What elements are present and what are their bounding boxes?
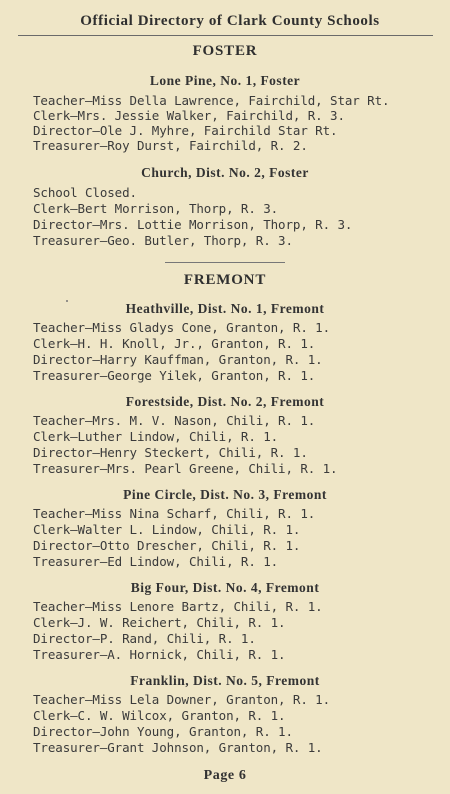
directory-entry: Teacher—Miss Nina Scharf, Chili, R. 1. — [33, 506, 316, 521]
district-heading: Franklin, Dist. No. 5, Fremont — [130, 673, 320, 688]
directory-entry: Director—Ole J. Myhre, Fairchild Star Rt. — [33, 123, 338, 138]
directory-entry: Teacher—Miss Della Lawrence, Fairchild, Star Rt. — [33, 93, 390, 108]
directory-entry: Clerk—J. W. Reichert, Chili, R. 1. — [33, 615, 286, 630]
directory-entry: Teacher—Miss Lela Downer, Granton, R. 1. — [33, 692, 331, 707]
directory-entry: Treasurer—Ed Lindow, Chili, R. 1. — [33, 554, 279, 569]
page-header-title: Official Directory of Clark County Schools — [80, 13, 380, 29]
district-heading: Forestside, Dist. No. 2, Fremont — [125, 394, 325, 409]
directory-entry: Teacher—Miss Lenore Bartz, Chili, R. 1. — [33, 599, 323, 614]
district-heading: Church, Dist. No. 2, Foster — [141, 165, 309, 180]
directory-entry: Teacher—Mrs. M. V. Nason, Chili, R. 1. — [33, 413, 316, 428]
directory-entry: Clerk—Walter L. Lindow, Chili, R. 1. — [33, 522, 301, 537]
directory-entry: Director—Otto Drescher, Chili, R. 1. — [33, 538, 301, 553]
directory-entry: Teacher—Miss Gladys Cone, Granton, R. 1. — [33, 320, 331, 335]
town-heading-foster: FOSTER — [192, 43, 258, 59]
district-heading: Lone Pine, No. 1, Foster — [149, 73, 301, 88]
directory-entry: Director—Mrs. Lottie Morrison, Thorp, R. 3. — [33, 217, 353, 232]
directory-entry: Director—P. Rand, Chili, R. 1. — [33, 631, 256, 646]
directory-entry: Treasurer—Grant Johnson, Granton, R. 1. — [33, 740, 323, 755]
header-rule — [18, 35, 433, 36]
town-heading-fremont: FREMONT — [183, 272, 267, 288]
directory-entry: Director—Harry Kauffman, Granton, R. 1. — [33, 352, 323, 367]
section-divider — [165, 262, 285, 263]
directory-entry: Clerk—Bert Morrison, Thorp, R. 3. — [33, 201, 279, 216]
district-heading: Big Four, Dist. No. 4, Fremont — [130, 580, 320, 595]
directory-entry: Treasurer—Roy Durst, Fairchild, R. 2. — [33, 138, 308, 153]
directory-entry: Treasurer—A. Hornick, Chili, R. 1. — [33, 647, 286, 662]
directory-entry: Treasurer—Geo. Butler, Thorp, R. 3. — [33, 233, 293, 248]
directory-entry: Clerk—H. H. Knoll, Jr., Granton, R. 1. — [33, 336, 316, 351]
directory-entry: Treasurer—George Yilek, Granton, R. 1. — [33, 368, 316, 383]
directory-entry: Treasurer—Mrs. Pearl Greene, Chili, R. 1. — [33, 461, 338, 476]
directory-entry: Clerk—Mrs. Jessie Walker, Fairchild, R. 3. — [33, 108, 345, 123]
district-heading: Pine Circle, Dist. No. 3, Fremont — [123, 487, 327, 502]
directory-entry: School Closed. — [33, 185, 137, 200]
page-number: Page 6 — [203, 768, 247, 783]
directory-entry: Director—John Young, Granton, R. 1. — [33, 724, 293, 739]
directory-entry: Clerk—Luther Lindow, Chili, R. 1. — [33, 429, 279, 444]
directory-entry: Clerk—C. W. Wilcox, Granton, R. 1. — [33, 708, 286, 723]
district-heading: Heathville, Dist. No. 1, Fremont — [125, 301, 325, 316]
directory-entry: Director—Henry Steckert, Chili, R. 1. — [33, 445, 308, 460]
